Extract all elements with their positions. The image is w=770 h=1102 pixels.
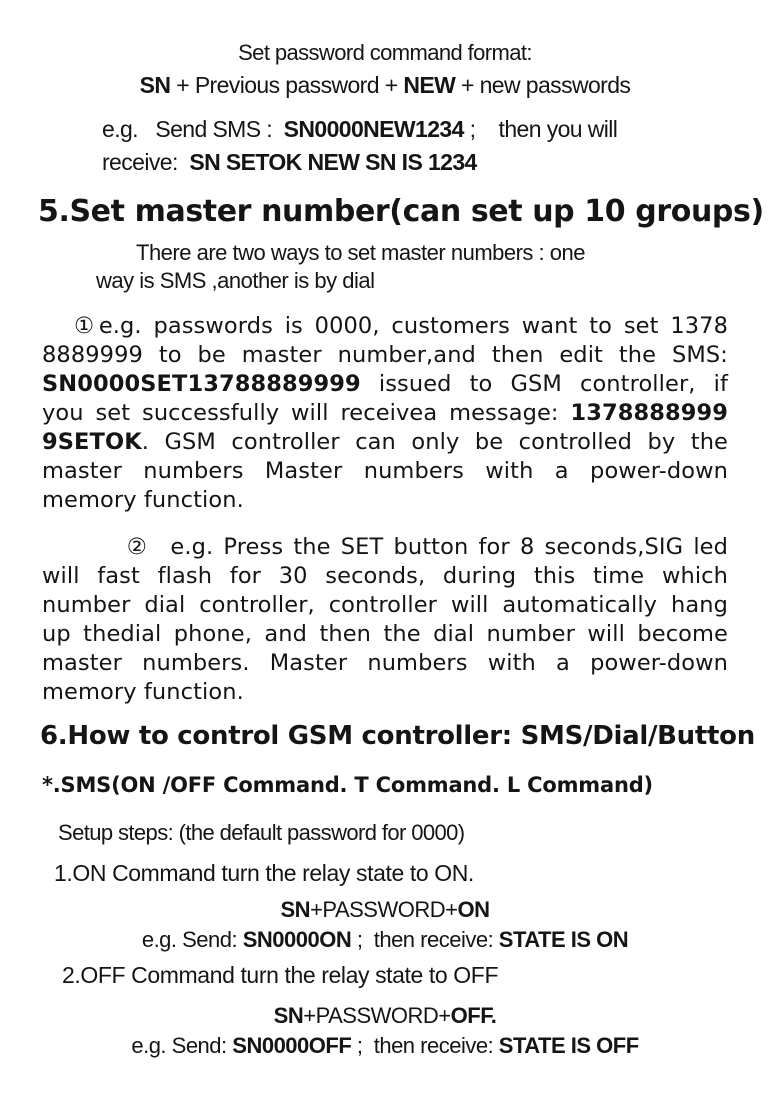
format-mid1: + Previous password + xyxy=(170,72,404,98)
password-receive-line xyxy=(102,149,477,176)
para-row-text: master numbers. Master numbers with a power-down xyxy=(42,650,728,676)
section5-intro-line1: There are two ways to set master numbers : one xyxy=(136,240,585,265)
master-set-command: SN0000SET13788889999 xyxy=(42,371,361,397)
para-row xyxy=(42,562,728,591)
off-command-example xyxy=(0,1033,770,1059)
format-on: ON xyxy=(457,897,490,922)
para-row-text: will fast flash for 30 seconds, during this time which xyxy=(42,563,728,589)
master-reply-part1: 1378888999 xyxy=(570,400,728,426)
example-reply: STATE IS OFF xyxy=(498,1033,639,1058)
format-sn: SN xyxy=(273,1003,304,1028)
master-reply-part2: 9SETOK xyxy=(42,429,142,455)
format-new: NEW xyxy=(403,72,456,98)
para-row-text: master numbers Master numbers with a power-down xyxy=(42,458,728,484)
example-mid: ; then receive: xyxy=(351,927,499,952)
para-row-text: 8889999 to be master number,and then edit the SMS: xyxy=(42,342,728,368)
para-row xyxy=(42,649,728,678)
password-example-line xyxy=(102,116,617,143)
format-sn: SN xyxy=(280,897,311,922)
example-command: SN0000OFF xyxy=(232,1033,352,1058)
para-row-text: issued to GSM controller, if xyxy=(360,371,728,397)
section6-subheading: *.SMS(ON /OFF Command. T Command. L Command) xyxy=(42,773,653,797)
para-row-text: . GSM controller can only be controlled by the xyxy=(141,429,728,455)
example-reply: STATE IS ON xyxy=(498,927,629,952)
para-row xyxy=(42,399,728,428)
password-format-line xyxy=(0,72,770,99)
para-row xyxy=(42,428,728,457)
para-row xyxy=(42,457,728,486)
para-row-text: ② e.g. Press the SET button for 8 seconds,SIG led xyxy=(86,534,728,560)
para-row xyxy=(42,486,728,515)
para-row-text: memory function. xyxy=(42,679,244,705)
setup-steps: Setup steps: (the default password for 0000) xyxy=(58,820,465,845)
on-command-format xyxy=(0,897,770,923)
section5-paragraph-sms xyxy=(42,312,728,515)
para-row-text: you set successfully will receivea message: xyxy=(42,400,571,426)
para-row xyxy=(42,341,728,370)
format-password: +PASSWORD+ xyxy=(303,1003,451,1028)
example-prefix: e.g. Send: xyxy=(141,927,243,952)
receive-message: SN SETOK NEW SN IS 1234 xyxy=(189,149,477,175)
section5-intro-line2: way is SMS ,another is by dial xyxy=(96,268,375,293)
example-mid: ; then receive: xyxy=(351,1033,499,1058)
para-row xyxy=(42,678,728,707)
para-row xyxy=(42,533,728,562)
example-prefix: e.g. Send SMS : xyxy=(102,116,284,142)
section5-paragraph-dial xyxy=(42,533,728,707)
para-row xyxy=(42,312,728,341)
on-command-example xyxy=(0,927,770,953)
on-command-title: 1.ON Command turn the relay state to ON. xyxy=(54,860,474,886)
para-row xyxy=(42,591,728,620)
password-format-title-text: Set password command format: xyxy=(238,40,532,65)
format-sn: SN xyxy=(139,72,171,98)
para-row xyxy=(42,370,728,399)
para-row-text: up thedial phone, and then the dial number will become xyxy=(42,621,728,647)
section5-heading: 5.Set master number(can set up 10 groups) xyxy=(38,194,764,229)
format-password: +PASSWORD+ xyxy=(310,897,458,922)
example-command: SN0000NEW1234 xyxy=(283,116,464,142)
off-command-format xyxy=(0,1003,770,1029)
para-row-text: number dial controller, controller will automatically hang xyxy=(42,592,728,618)
off-command-title: 2.OFF Command turn the relay state to OFF xyxy=(62,962,499,988)
receive-prefix: receive: xyxy=(102,149,190,175)
para-row-text: ①e.g. passwords is 0000, customers want to set 1378 xyxy=(74,313,728,339)
example-prefix: e.g. Send: xyxy=(131,1033,233,1058)
format-mid2: + new passwords xyxy=(455,72,631,98)
example-mid: ; then you will xyxy=(463,116,618,142)
format-off: OFF. xyxy=(450,1003,497,1028)
password-format-title xyxy=(0,40,770,66)
section6-heading: 6.How to control GSM controller: SMS/Dial/Button xyxy=(40,721,755,751)
para-row-text: memory function. xyxy=(42,487,244,513)
para-row xyxy=(42,620,728,649)
example-command: SN0000ON xyxy=(242,927,352,952)
